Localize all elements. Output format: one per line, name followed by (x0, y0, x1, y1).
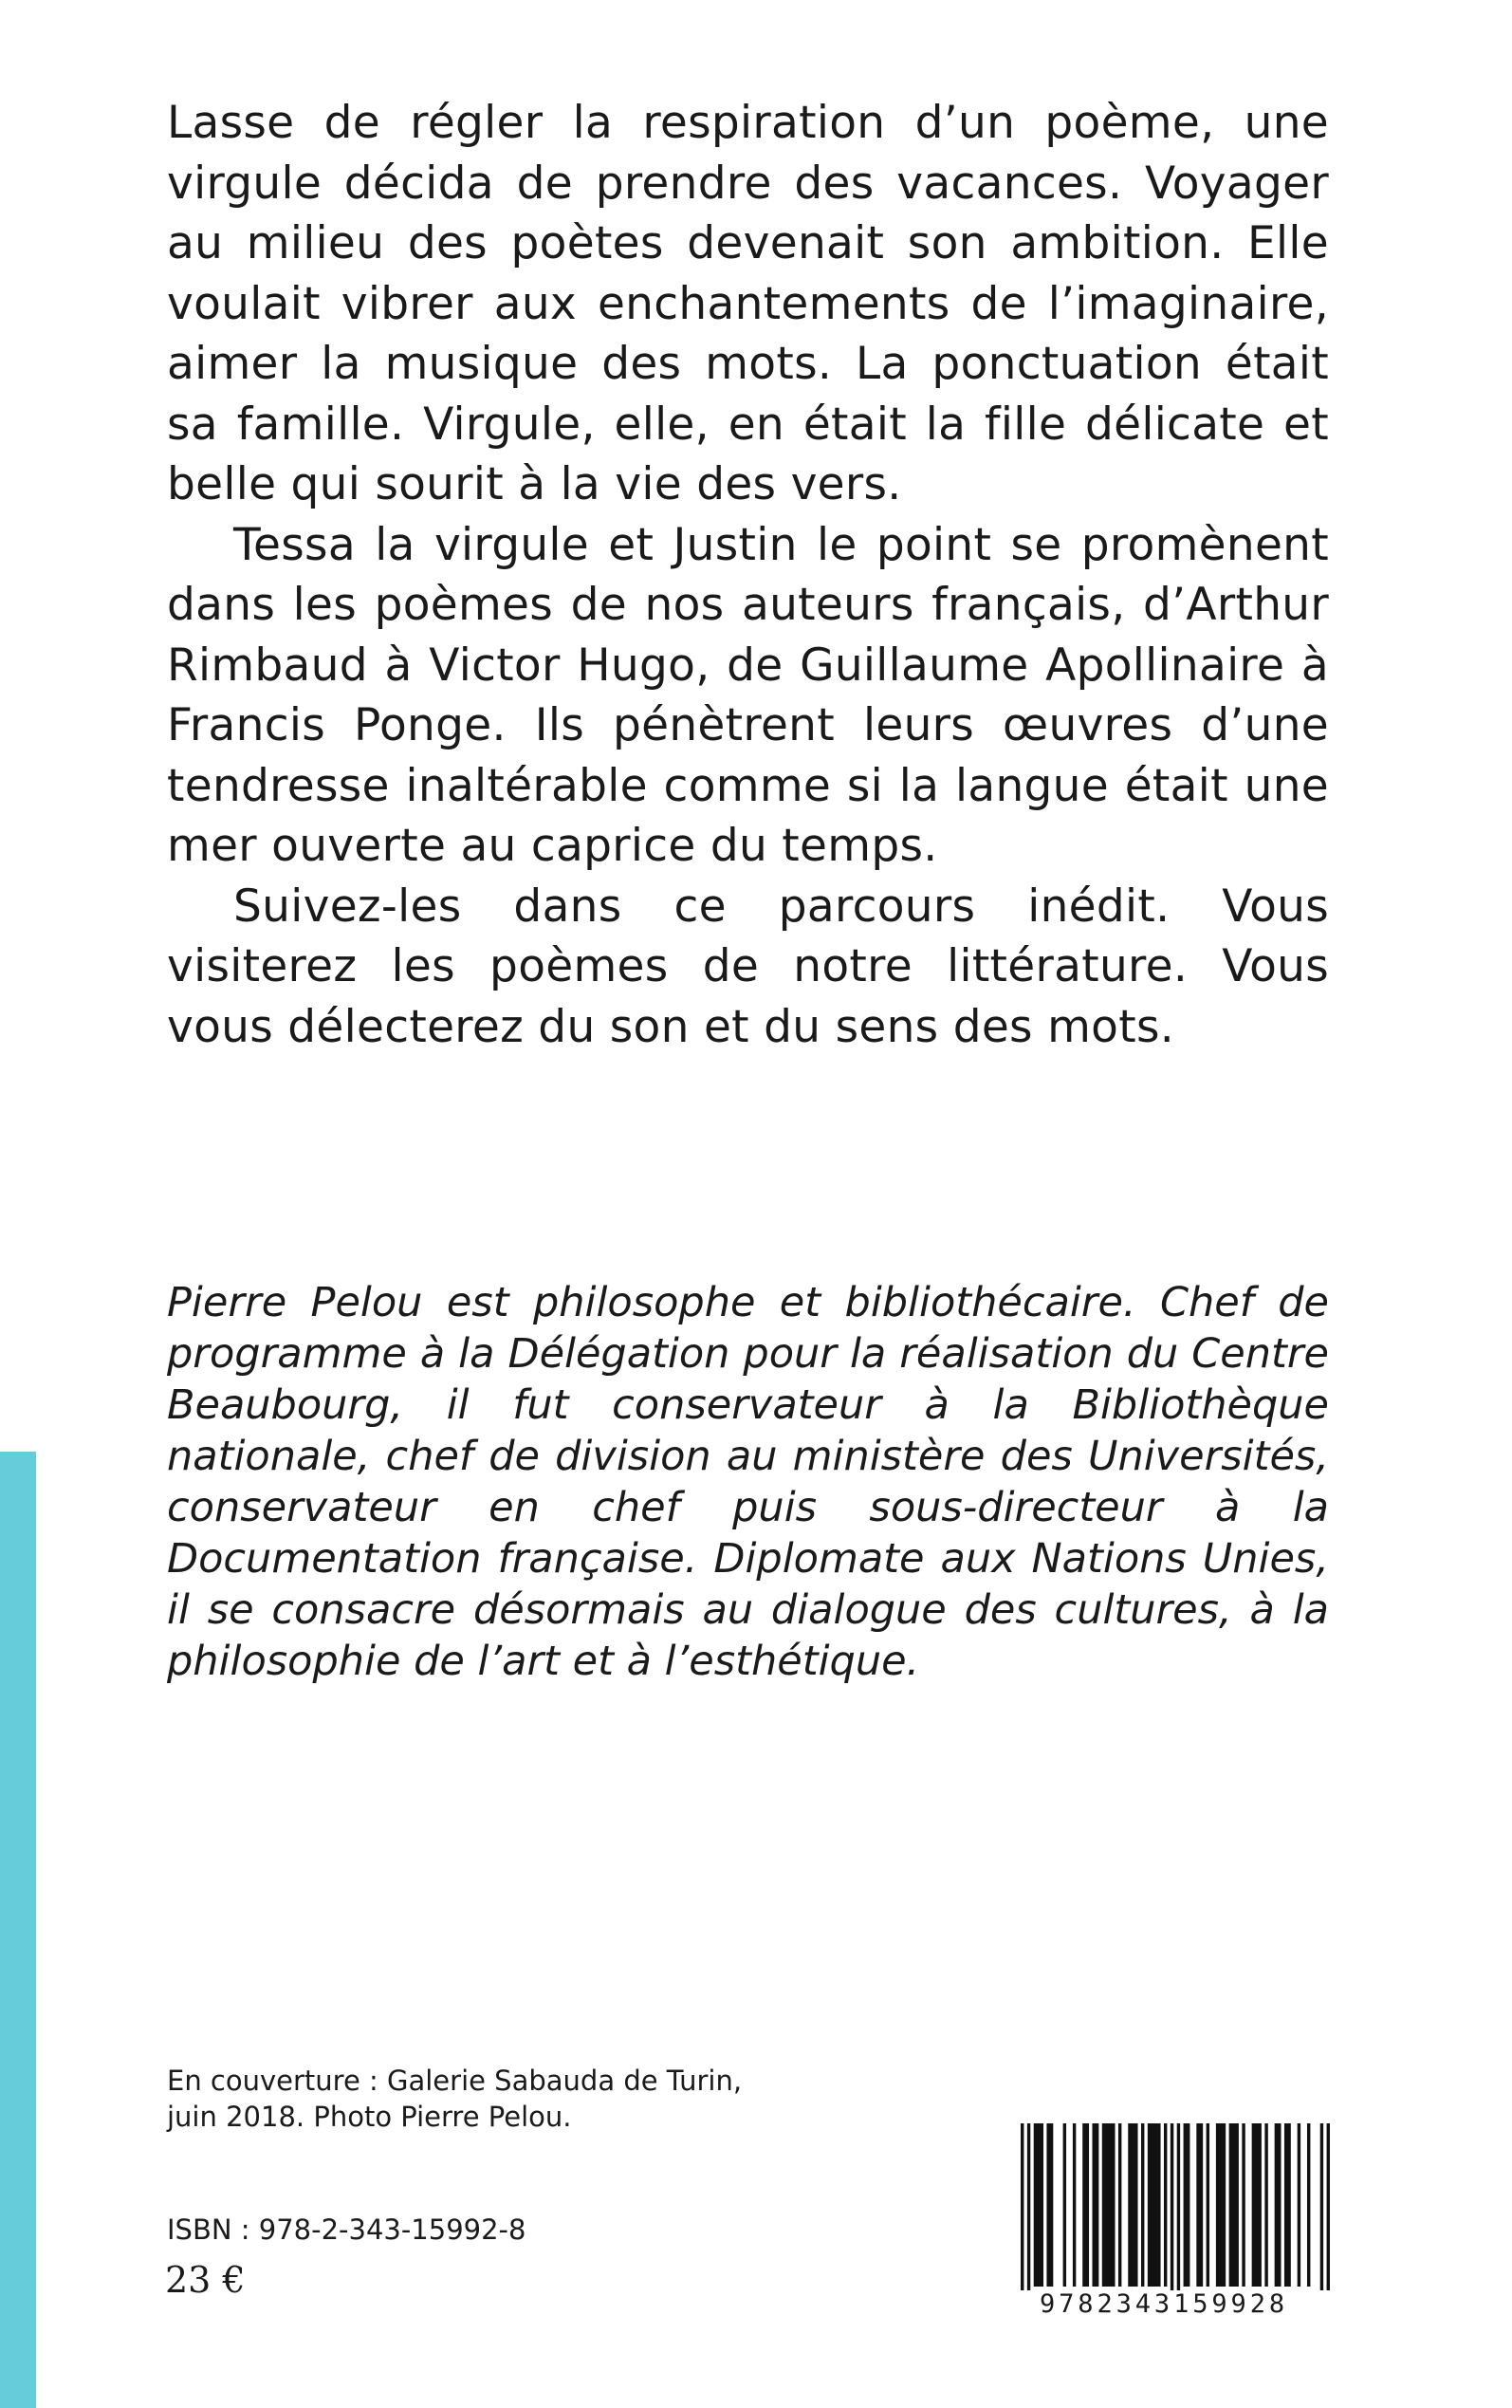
accent-side-bar (0, 1452, 36, 2408)
barcode-bar (1298, 2123, 1300, 2287)
cover-credits-line-2: juin 2018. Photo Pierre Pelou. (167, 2101, 572, 2133)
barcode-bar (1284, 2123, 1291, 2287)
barcode-bar (1082, 2123, 1089, 2287)
back-cover-blurb (167, 93, 1329, 1057)
barcode-bar (1320, 2123, 1323, 2296)
cover-credits-line-1: En couverture : Galerie Sabauda de Turin, (167, 2065, 743, 2097)
barcode-bar (1046, 2123, 1053, 2287)
barcode-bar (1229, 2123, 1239, 2287)
barcode-bar (1196, 2123, 1203, 2287)
author-name: Pierre Pelou (167, 1279, 423, 1326)
cover-credits (167, 2063, 831, 2135)
barcode-bar (1207, 2123, 1209, 2287)
blurb-paragraph-3: Suivez-les dans ce parcours inédit. Vous visiterez les poèmes de notre littérature. Vous vous délecterez du son et du sens des mots. (167, 880, 1329, 1053)
author-bio (167, 1277, 1329, 1687)
barcode-digits: 9782343159928 (998, 2290, 1330, 2319)
barcode (998, 2123, 1330, 2323)
barcode-bar (1027, 2123, 1030, 2296)
barcode-bar (1021, 2123, 1023, 2296)
barcode-bar (1063, 2123, 1066, 2287)
barcode-icon (998, 2123, 1330, 2296)
barcode-bar (1275, 2123, 1282, 2287)
barcode-bar (1128, 2123, 1137, 2287)
barcode-bar (1252, 2123, 1262, 2287)
barcode-bar (1141, 2123, 1144, 2287)
barcode-bar (1307, 2123, 1310, 2287)
barcode-bar (1092, 2123, 1098, 2287)
blurb-paragraph-2: Tessa la virgule et Justin le point se promènent dans les poèmes de nos auteurs français, d’Arthur Rimbaud à Victor Hugo, de Guillaume Apollinaire à Francis Ponge. Ils pénètrent leurs œuvres d’une tendresse inaltérable comme si la langue était une mer ouverte au caprice du temps. (167, 518, 1329, 872)
barcode-bar (1242, 2123, 1245, 2287)
author-bio-text: est philosophe et bibliothécaire. Chef de programme à la Délégation pour la réalisation du Centre Beaubourg, il fut conservateur à la Bibliothèque nationale, chef de division au ministère des Universités, conservateur en chef puis sous-directeur à la Documentation française. Diplomate aux Nations Unies, il se consacre désormais au dialogue des cultures, à la philosophie de l’art et à l’esthétique. (167, 1279, 1329, 1685)
barcode-bar (1184, 2123, 1190, 2287)
barcode-bar (1171, 2123, 1173, 2296)
blurb-paragraph-1: Lasse de régler la respiration d’un poème, une virgule décida de prendre des vacances. Voyager au milieu des poètes devenait son ambition. Elle voulait vibrer aux enchantements de l’imaginaire, aimer la musique des mots. La ponctuation était sa famille. Virgule, elle, en était la fille délicate et belle qui sourit à la vie des vers. (167, 97, 1329, 510)
price-label: 23 € (165, 2259, 246, 2301)
barcode-bar (1102, 2123, 1116, 2287)
barcode-bar (1177, 2123, 1180, 2296)
barcode-bar (1327, 2123, 1330, 2296)
barcode-bar (1164, 2123, 1167, 2287)
barcode-bar (1216, 2123, 1226, 2287)
isbn-label: ISBN : 978-2-343-15992-8 (167, 2214, 526, 2246)
barcode-bar (1034, 2123, 1043, 2287)
barcode-bar (1148, 2123, 1161, 2287)
barcode-bar (1118, 2123, 1121, 2287)
barcode-bar (1073, 2123, 1076, 2287)
barcode-bar (1264, 2123, 1267, 2287)
